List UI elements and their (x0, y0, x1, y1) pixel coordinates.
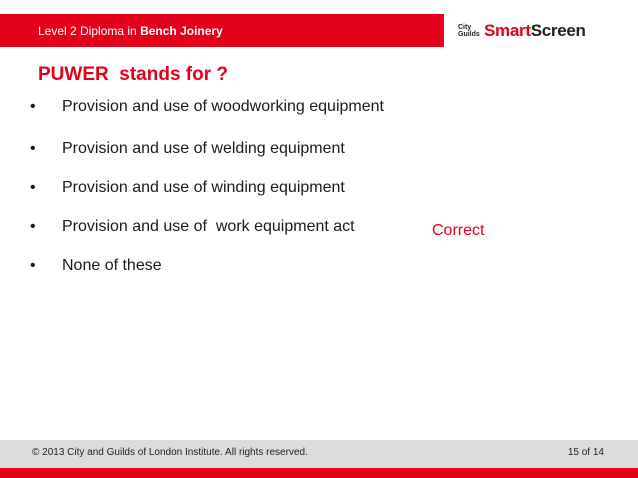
logo-line-guilds: Guilds (458, 31, 480, 38)
city-guilds-smartscreen-logo (458, 18, 586, 44)
slide-title: PUWER stands for ? (38, 64, 229, 85)
answer-option-text: Provision and use of welding equipment (62, 140, 345, 157)
feedback-correct: Correct (432, 222, 485, 239)
course-prefix: Level 2 Diploma in (38, 24, 141, 38)
answer-option[interactable] (30, 177, 345, 199)
answer-option[interactable] (30, 255, 162, 277)
logo-smart: Smart (484, 21, 531, 40)
page-indicator: 15 of 14 (567, 447, 604, 458)
answer-option-text: Provision and use of winding equipment (62, 179, 345, 196)
answer-option-text: Provision and use of work equipment act (62, 218, 355, 235)
footer-accent-strip (0, 468, 638, 478)
answer-option-text: Provision and use of woodworking equipment (62, 98, 384, 115)
course-title (38, 24, 223, 38)
answer-option[interactable] (30, 216, 355, 238)
answer-option[interactable] (30, 96, 384, 118)
answer-option-text: None of these (62, 257, 162, 274)
city-guilds-wordmark (458, 24, 484, 38)
copyright-notice: © 2013 City and Guilds of London Institute. All rights reserved. (32, 447, 308, 458)
logo-screen: Screen (530, 21, 586, 40)
bullet-icon: • (30, 140, 36, 157)
course-name: Bench Joinery (140, 24, 223, 38)
bullet-icon: • (30, 257, 36, 274)
bullet-icon: • (30, 218, 36, 235)
answer-option[interactable] (30, 138, 345, 160)
logo-line-city: City (458, 24, 472, 31)
bullet-icon: • (30, 179, 36, 196)
bullet-icon: • (30, 98, 36, 115)
